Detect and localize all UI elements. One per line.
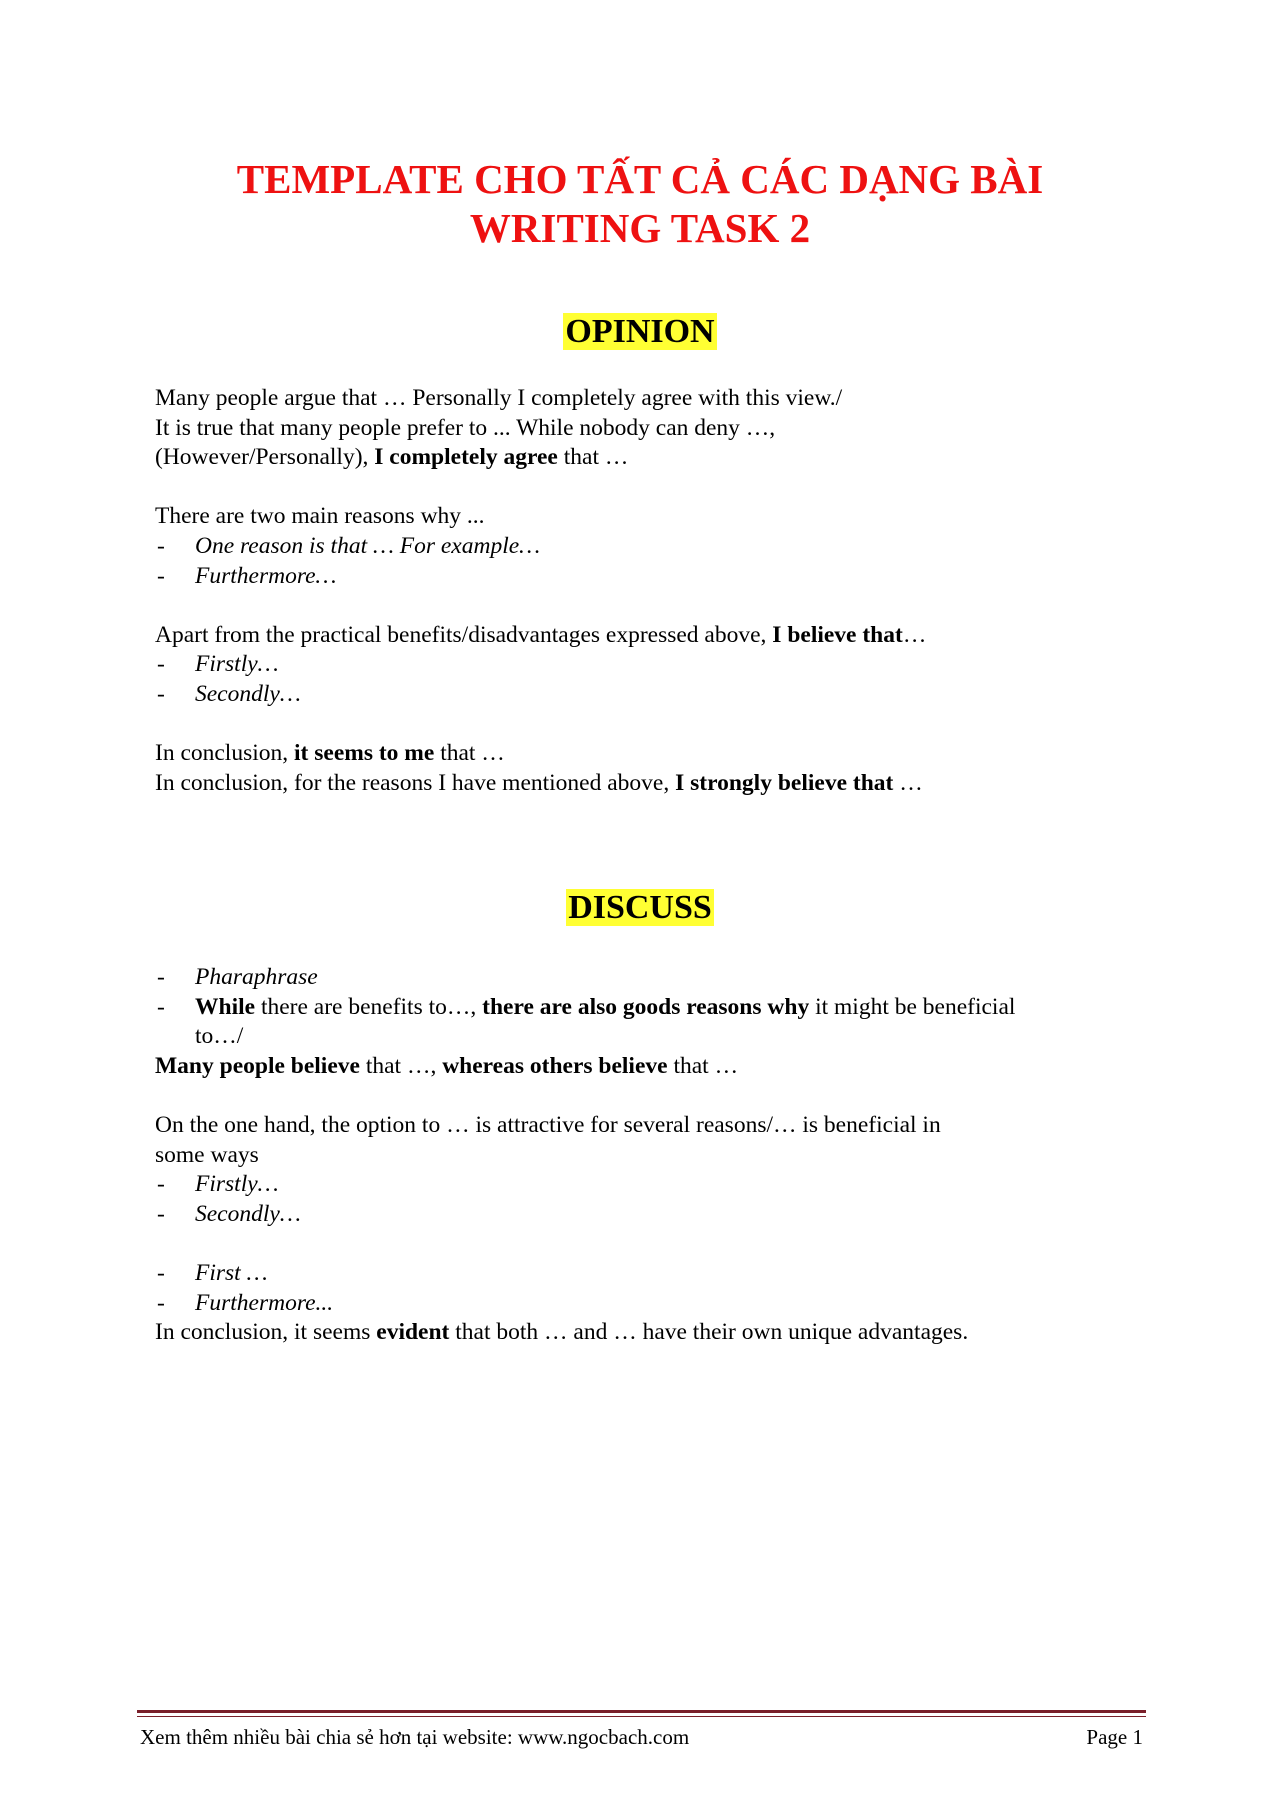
discuss-heading — [0, 888, 1280, 928]
list-item: - While there are benefits to…, there are also goods reasons why it might be beneficial — [157, 993, 1016, 1020]
list-item: - Firstly… — [157, 1171, 279, 1198]
opinion-intro-line-3: (However/Personally), I completely agree that … — [155, 444, 629, 471]
opinion-body2-lead: Apart from the practical benefits/disadvantages expressed above, I believe that… — [155, 621, 927, 648]
list-item: - Furthermore... — [157, 1289, 334, 1316]
document-title — [0, 155, 1280, 253]
discuss-conclusion: In conclusion, it seems evident that both … and … have their own unique advantages. — [155, 1319, 969, 1346]
discuss-body1-lead-1: On the one hand, the option to … is attractive for several reasons/… is beneficial in — [155, 1111, 941, 1138]
discuss-heading-text: DISCUSS — [568, 889, 712, 926]
opinion-conclusion-line-2: In conclusion, for the reasons I have mentioned above, I strongly believe that … — [155, 769, 923, 796]
footer-website-text: Xem thêm nhiều bài chia sẻ hơn tại website: www.ngocbach.com — [140, 1725, 690, 1749]
opinion-body1-lead: There are two main reasons why ... — [155, 503, 485, 530]
opinion-conclusion-line-1: In conclusion, it seems to me that … — [155, 740, 505, 767]
page-number: Page 1 — [1086, 1725, 1143, 1749]
footer-divider — [137, 1710, 1146, 1713]
discuss-body1-lead-2: some ways — [155, 1141, 259, 1168]
title-line-1: TEMPLATE CHO TẤT CẢ CÁC DẠNG BÀI — [236, 156, 1044, 202]
list-item: - Secondly… — [157, 1200, 301, 1227]
title-line-2: WRITING TASK 2 — [469, 205, 811, 251]
opinion-heading-text: OPINION — [565, 313, 715, 350]
list-item-continuation: to…/ — [195, 1023, 244, 1050]
opinion-heading — [0, 312, 1280, 352]
list-item: - Pharaphrase — [157, 964, 318, 990]
footer-divider-thin — [137, 1716, 1146, 1717]
list-item: - First … — [157, 1259, 268, 1286]
opinion-intro-line-1: Many people argue that … Personally I completely agree with this view./ — [155, 385, 843, 411]
list-item: - Secondly… — [157, 680, 301, 707]
discuss-intro-line-3: Many people believe that …, whereas others believe that … — [155, 1052, 739, 1079]
discuss-section — [155, 963, 1115, 1348]
list-item: - Firstly… — [157, 651, 279, 678]
opinion-section — [155, 384, 1115, 798]
list-item: - Furthermore… — [157, 562, 337, 589]
opinion-intro-line-2: It is true that many people prefer to ... While nobody can deny …, — [155, 414, 776, 441]
list-item: - One reason is that … For example… — [157, 532, 541, 559]
